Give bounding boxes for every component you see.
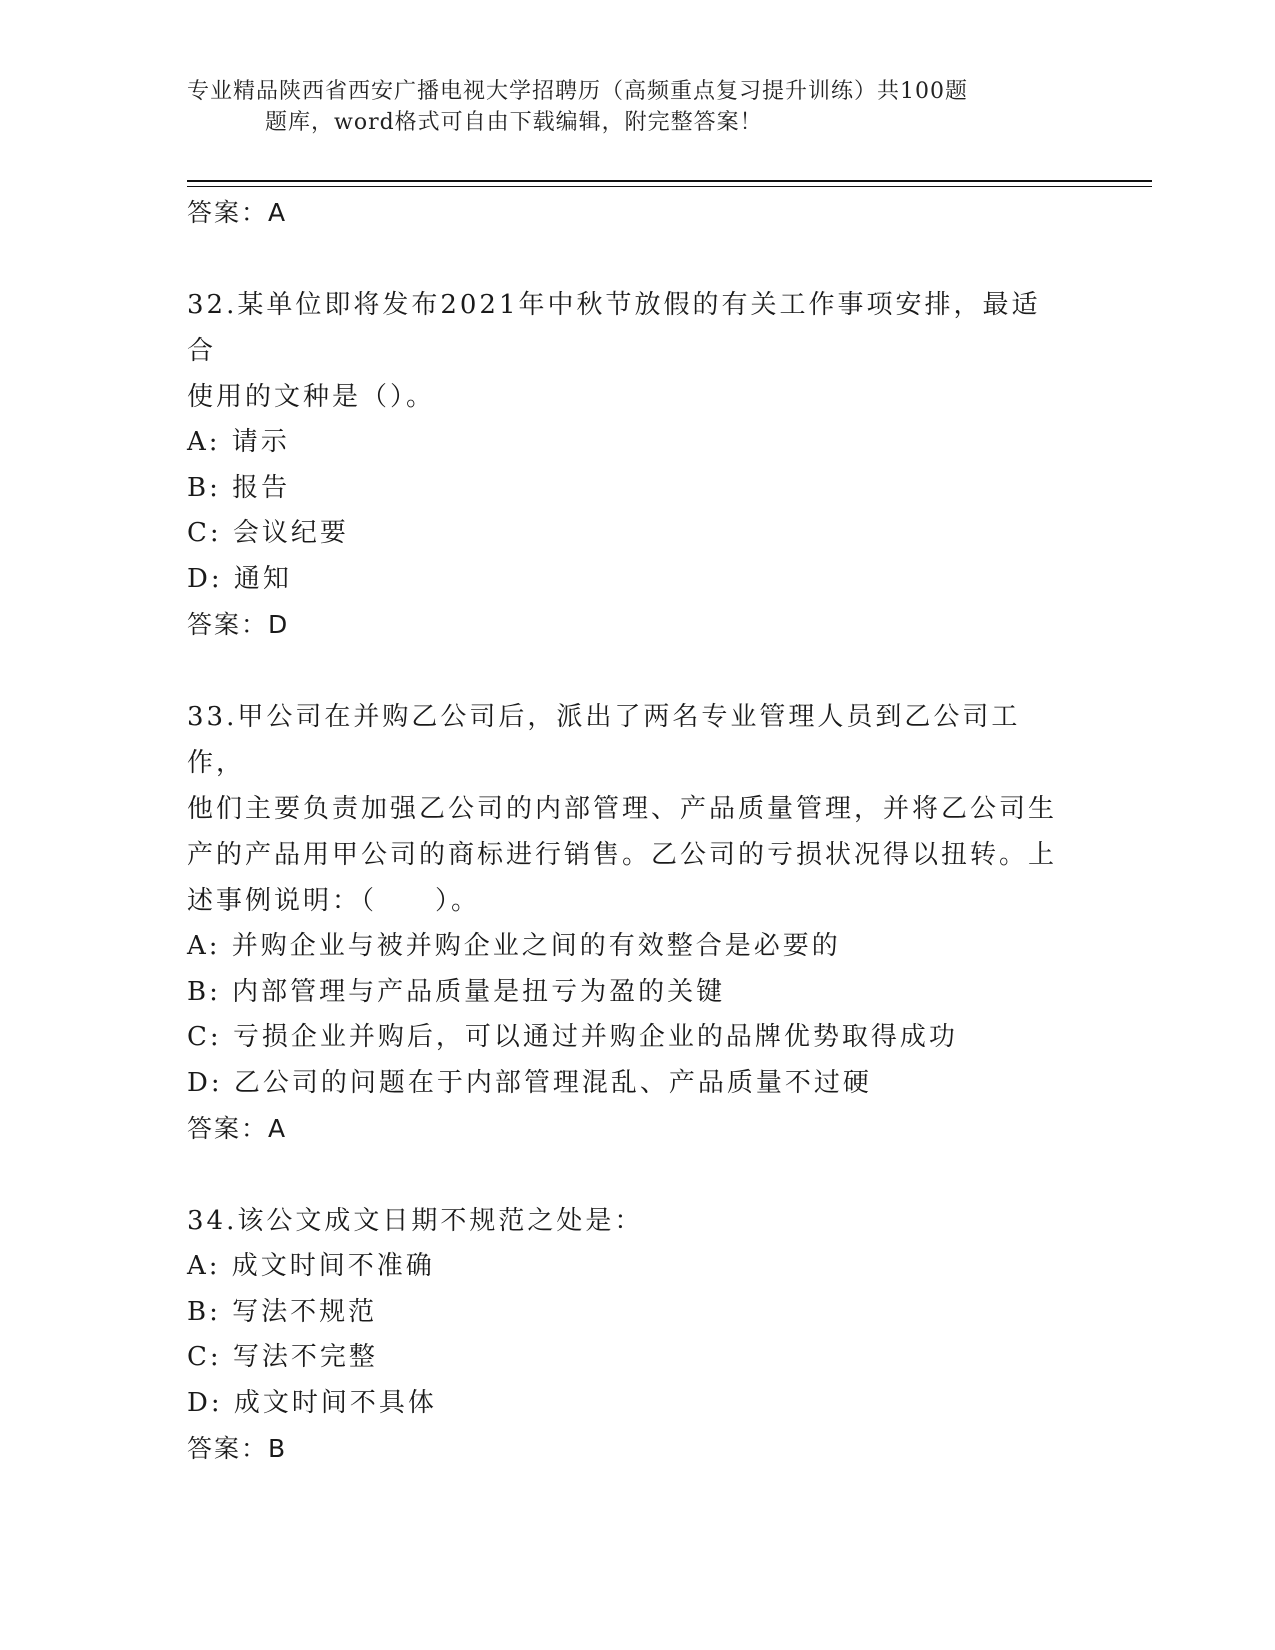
option-b: B: 写法不规范 [187,1296,378,1327]
option-d: D: 通知 [187,563,292,594]
question-32 [187,282,1067,648]
header-title-line2: 题库，word格式可自由下载编辑，附完整答案！ [265,110,763,135]
answer-prev: 答案：A [187,198,288,227]
header-divider-thick [187,180,1152,182]
question-33 [187,694,1067,1152]
header-title-line1: 专业精品陕西省西安广播电视大学招聘历（高频重点复习提升训练）共100题 [187,79,968,104]
option-c: C: 亏损企业并购后，可以通过并购企业的品牌优势取得成功 [187,1022,958,1052]
question-text-line: 34.该公文成文日期不规范之处是： [187,1206,644,1236]
answer-33: 答案：A [187,1114,288,1143]
document-body [187,190,1067,1472]
option-c: C: 写法不完整 [187,1342,378,1372]
document-header [187,76,1067,138]
question-text-line: 使用的文种是（）。 [187,382,436,412]
question-text-line: 述事例说明：（ ）。 [187,886,481,916]
option-a: A: 请示 [187,427,290,457]
question-text-line: 33.甲公司在并购乙公司后，派出了两名专业管理人员到乙公司工作， [187,702,1021,778]
option-d: D: 乙公司的问题在于内部管理混乱、产品质量不过硬 [187,1067,872,1098]
answer-34: 答案：B [187,1434,288,1463]
header-divider-thin [187,186,1152,187]
question-text-line: 他们主要负责加强乙公司的内部管理、产品质量管理，并将乙公司生 [187,794,1058,824]
question-34 [187,1198,1067,1472]
option-c: C: 会议纪要 [187,518,349,548]
answer-32: 答案：D [187,610,290,639]
option-b: B: 报告 [187,472,291,503]
question-text-line: 产的产品用甲公司的商标进行销售。乙公司的亏损状况得以扭转。上 [187,840,1058,870]
question-text-line: 32.某单位即将发布2021年中秋节放假的有关工作事项安排，最适合 [187,290,1041,366]
option-a: A: 成文时间不准确 [187,1251,435,1281]
option-b: B: 内部管理与产品质量是扭亏为盈的关键 [187,976,726,1007]
option-a: A: 并购企业与被并购企业之间的有效整合是必要的 [187,931,841,961]
option-d: D: 成文时间不具体 [187,1387,437,1418]
